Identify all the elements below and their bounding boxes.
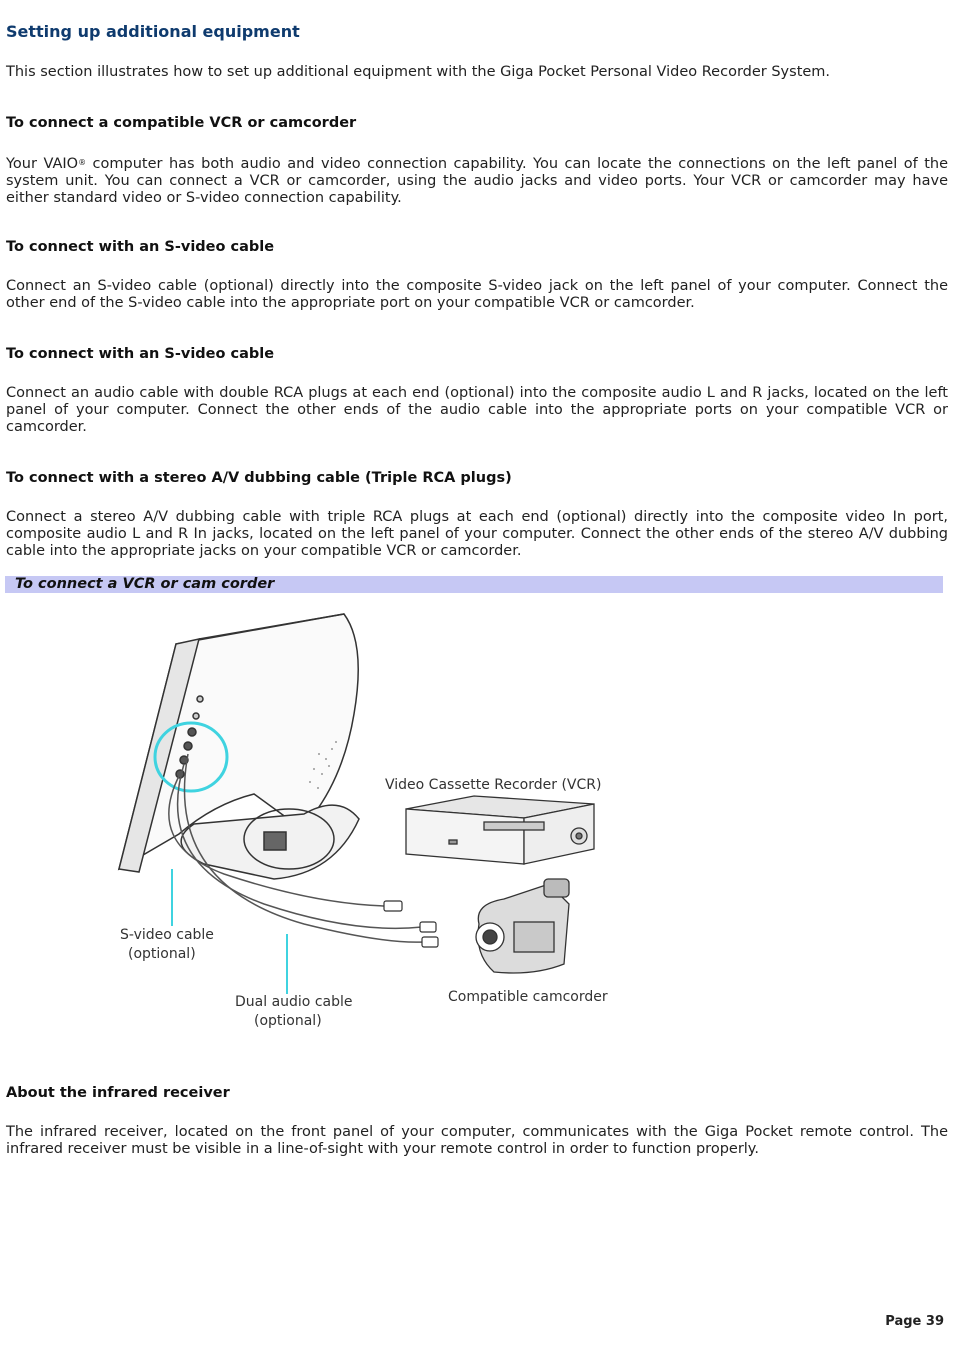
- label-audio-optional: (optional): [254, 1013, 322, 1029]
- heading-infrared: About the infrared receiver: [6, 1085, 230, 1101]
- figure-caption-bar: [5, 576, 943, 593]
- page-title: Setting up additional equipment: [6, 22, 300, 41]
- label-svideo-cable: S-video cable: [120, 927, 214, 943]
- page-number: Page 39: [885, 1314, 944, 1329]
- paragraph-infrared: The infrared receiver, located on the front panel of your computer, communicates with the Giga Pocket remote control. The infrared receiver must be visible in a line-of-sight with your remote control in order to function properly.: [6, 1124, 948, 1157]
- vcr-illustration: [406, 796, 594, 864]
- figure-caption: To connect a VCR or cam corder: [15, 576, 275, 592]
- intro-paragraph: This section illustrates how to set up additional equipment with the Giga Pocket Personal Video Recorder System.: [6, 64, 831, 80]
- label-camcorder: Compatible camcorder: [448, 989, 608, 1005]
- paragraph-connect-vcr: Your VAIO® computer has both audio and video connection capability. You can locate the connections on the left panel of the system unit. You can connect a VCR or camcorder, using the audio jacks and video ports. Your VCR or camcorder may have either standard video or S-video connection capability.: [6, 156, 949, 206]
- connection-diagram: [104, 604, 624, 1044]
- label-vcr: Video Cassette Recorder (VCR): [385, 777, 602, 793]
- heading-svideo-1: To connect with an S-video cable: [6, 239, 275, 255]
- connection-illustration: [104, 604, 624, 1044]
- paragraph-audio: Connect an audio cable with double RCA plugs at each end (optional) into the composite audio L and R jacks, located on the left panel of your computer. Connect the other ends of the audio cable into the appropriate ports on your compatible VCR or camcorder.: [6, 385, 948, 435]
- paragraph-svideo: Connect an S-video cable (optional) directly into the composite S-video jack on the left panel of your computer. Connect the other end of the S-video cable into the appropriate port on your compatible VCR or camcorder.: [6, 278, 948, 311]
- heading-svideo-2: To connect with an S-video cable: [6, 346, 275, 362]
- computer-illustration: [119, 614, 359, 879]
- heading-dubbing-cable: To connect with a stereo A/V dubbing cable (Triple RCA plugs): [6, 470, 512, 486]
- registered-mark: ®: [78, 158, 87, 167]
- paragraph-dubbing: Connect a stereo A/V dubbing cable with triple RCA plugs at each end (optional) directly into the composite video In port, composite audio L and R In jacks, located on the left panel of your computer. Connect the other ends of the stereo A/V dubbing cable into the appropriate jacks on your compatible VCR or camcorder.: [6, 509, 948, 559]
- camcorder-illustration: [476, 879, 569, 973]
- heading-connect-vcr: To connect a compatible VCR or camcorder: [6, 115, 357, 131]
- label-svideo-optional: (optional): [128, 946, 196, 962]
- label-dual-audio-cable: Dual audio cable: [235, 994, 353, 1010]
